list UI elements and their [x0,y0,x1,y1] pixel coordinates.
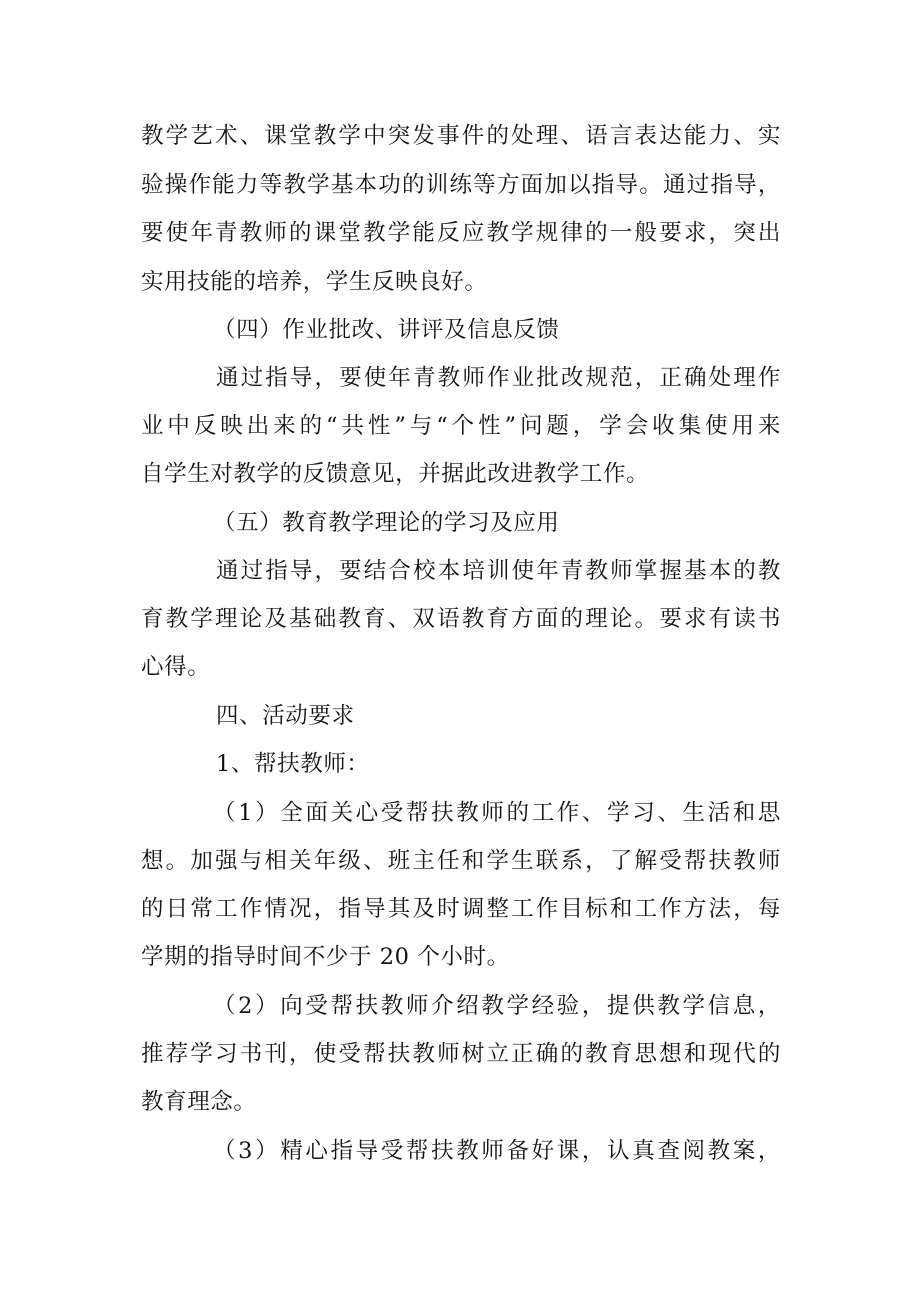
paragraph-line: 想。加强与相关年级、班主任和学生联系，了解受帮扶教师 [141,848,781,874]
paragraph-line: 心得。 [141,654,211,680]
paragraph-line: 要使年青教师的课堂教学能反应教学规律的一般要求，突出 [141,220,781,246]
section-heading: （四）作业批改、讲评及信息反馈 [213,317,560,343]
paragraph-line: 教学艺术、课堂教学中突发事件的处理、语言表达能力、实 [141,123,781,149]
subsection-heading: 1、帮扶教师： [216,751,370,777]
paragraph-line: 自学生对教学的反馈意见，并据此改进教学工作。 [141,461,650,487]
paragraph-line: （3）精心指导受帮扶教师备好课，认真查阅教案， [213,1138,781,1164]
paragraph-line: 教育理念。 [141,1089,257,1115]
paragraph-line: 业中反映出来的“共性”与“个性”问题，学会收集使用来 [141,413,781,439]
section-heading: （五）教育教学理论的学习及应用 [213,510,560,536]
paragraph-line: （2）向受帮扶教师介绍教学经验，提供教学信息， [213,993,781,1019]
paragraph-line: 育教学理论及基础教育、双语教育方面的理论。要求有读书 [141,606,781,632]
paragraph-line: （1）全面关心受帮扶教师的工作、学习、生活和思 [213,800,781,826]
section-heading: 四、活动要求 [216,703,355,729]
paragraph-line: 通过指导，要结合校本培训使年青教师掌握基本的教 [216,558,781,584]
paragraph-line: 的日常工作情况，指导其及时调整工作目标和工作方法，每 [141,896,781,922]
paragraph-line: 通过指导，要使年青教师作业批改规范，正确处理作 [216,365,781,391]
paragraph-line: 推荐学习书刊，使受帮扶教师树立正确的教育思想和现代的 [141,1041,781,1067]
paragraph-line: 学期的指导时间不少于 20 个小时。 [141,944,510,970]
paragraph-line: 验操作能力等教学基本功的训练等方面加以指导。通过指导， [141,172,781,198]
paragraph-line: 实用技能的培养，学生反映良好。 [141,269,488,295]
